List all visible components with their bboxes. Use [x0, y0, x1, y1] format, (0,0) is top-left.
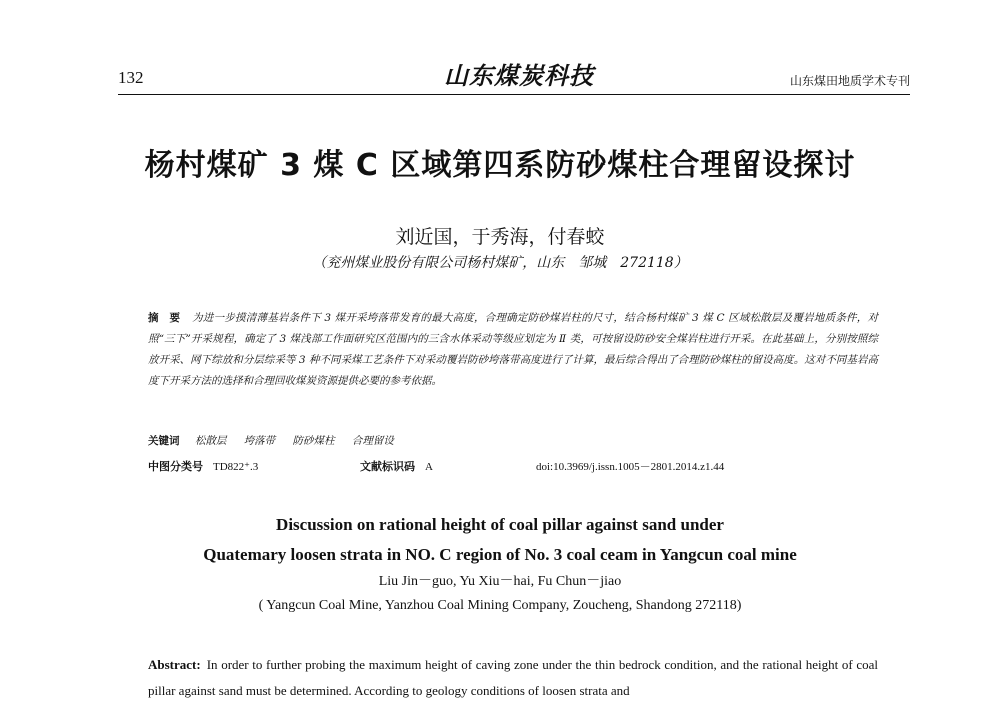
- abstract-text-chinese: 为进一步摸清薄基岩条件下 3 煤开采垮落带发育的最大高度，合理确定防砂煤岩柱的尺寸，结合杨村煤矿 3 煤 C 区域松散层及覆岩地质条件，对照“三下”开采规程，确定了 3 煤浅部工作面研究区范围内的三含水体采动等级应划定为 Ⅱ 类，可按留设防砂安全煤岩柱进行开采。在此基础上，分别按照综放开采、网下综放和分层综采等 3 种不同采煤工艺条件下对采动覆岩防砂垮落带高度进行了计算，最后综合得出了合理防砂煤柱的留设高度。这对不同基岩高度下开采方法的选择和合理回收煤炭资源提供必要的参考依据。: [148, 312, 879, 387]
- keywords-chinese: [148, 433, 408, 448]
- affiliation-english: ( Yangcun Coal Mine, Yanzhou Coal Mining Company, Zoucheng, Shandong 272118): [258, 598, 742, 613]
- clc-label: 中图分类号: [148, 460, 203, 473]
- keyword: 垮落带: [243, 435, 276, 447]
- classification-row: [148, 458, 878, 476]
- page-number: 132: [118, 68, 144, 87]
- abstract-label-english: Abstract:: [148, 657, 201, 672]
- title-english-line-2: Quatemary loosen strata in NO. C region of No. 3 coal ceam in Yangcun coal mine: [203, 545, 797, 564]
- doc-code-label: 文献标识码: [360, 460, 415, 473]
- abstract-chinese: [148, 308, 878, 392]
- clc-number: [148, 458, 258, 474]
- affiliation-chinese: （兖州煤业股份有限公司杨村煤矿，山东 邹城 272118）: [312, 255, 688, 271]
- abstract-english: [148, 652, 878, 704]
- abstract-text-english: In order to further probing the maximum height of caving zone under the thin bedrock condition, and the rational height of coal pillar against sand must be determined. According to geology conditions of loosen strata and: [148, 657, 878, 698]
- special-issue-label: 山东煤田地质学术专刊: [789, 74, 910, 88]
- title-english: [0, 510, 1000, 570]
- authors-english: Liu Jin－guo, Yu Xiu－hai, Fu Chun－jiao: [378, 574, 622, 589]
- running-header: [118, 58, 910, 95]
- doc-code-value: A: [425, 461, 433, 473]
- title-english-line-1: Discussion on rational height of coal pillar against sand under: [276, 515, 724, 534]
- document-code: [360, 458, 433, 474]
- title-chinese: 杨村煤矿 3 煤 C 区域第四系防砂煤柱合理留设探讨: [144, 148, 856, 183]
- journal-logo: 山东煤炭科技: [444, 61, 594, 90]
- keywords-label: 关键词: [148, 435, 180, 447]
- abstract-label-chinese: 摘 要: [148, 312, 181, 324]
- authors-chinese: 刘近国，于秀海，付春蛟: [395, 226, 605, 248]
- keyword: 防砂煤柱: [292, 435, 335, 447]
- clc-value: TD822⁺.3: [213, 461, 259, 473]
- doi: doi:10.3969/j.issn.1005－2801.2014.z1.44: [536, 461, 725, 473]
- keyword: 松散层: [194, 435, 227, 447]
- keyword: 合理留设: [351, 435, 394, 447]
